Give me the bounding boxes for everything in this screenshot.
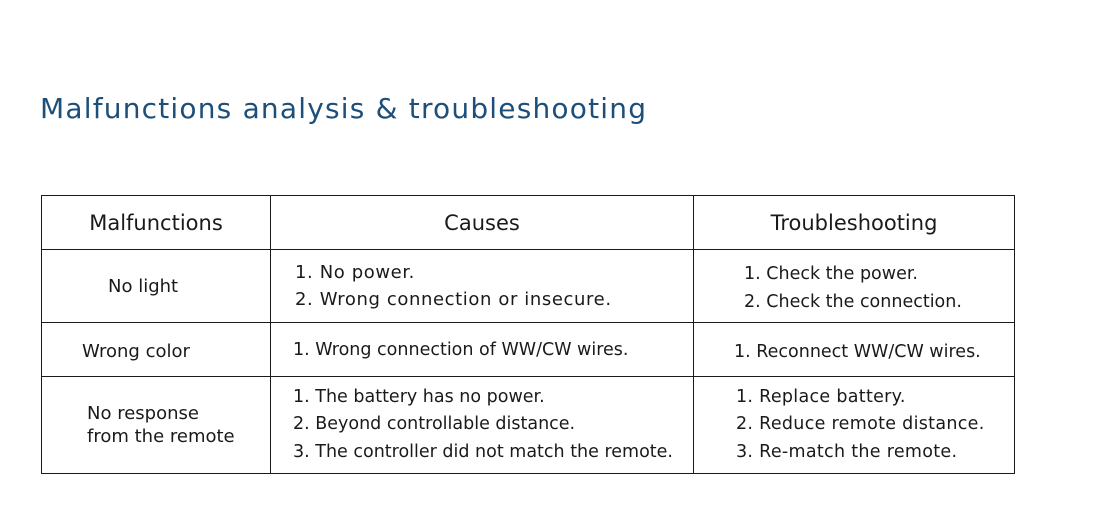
- list-item: 1. Replace battery.: [736, 386, 906, 407]
- table-row: [42, 250, 1015, 323]
- table-row: [42, 377, 1015, 474]
- causes-cell: [271, 250, 694, 323]
- causes-list: [295, 259, 693, 313]
- malfunction-cell: [42, 323, 271, 377]
- troubleshooting-list: [744, 260, 1014, 316]
- troubleshooting-cell: [694, 377, 1015, 474]
- malfunction-text: No light: [108, 275, 179, 297]
- page-title: Malfunctions analysis & troubleshooting: [40, 92, 648, 125]
- list-item: 3. The controller did not match the remote.: [293, 441, 673, 462]
- list-item: 1. Reconnect WW/CW wires.: [734, 341, 981, 362]
- troubleshooting-list: [736, 384, 1014, 467]
- malfunction-text: Wrong color: [82, 341, 190, 362]
- causes-cell: [271, 377, 694, 474]
- list-item: 2. Check the connection.: [744, 292, 962, 312]
- table-header-row: [42, 196, 1015, 250]
- causes-list: [293, 340, 693, 360]
- malfunction-text: No response: [87, 403, 199, 424]
- header-causes: Causes: [271, 196, 694, 250]
- list-item: 2. Reduce remote distance.: [736, 414, 985, 435]
- list-item: 1. The battery has no power.: [293, 386, 545, 407]
- list-item: 2. Wrong connection or insecure.: [295, 289, 612, 310]
- malfunction-text: from the remote: [87, 426, 235, 447]
- causes-list: [293, 384, 693, 467]
- header-troubleshooting: Troubleshooting: [694, 196, 1015, 250]
- list-item: 1. Wrong connection of WW/CW wires.: [293, 339, 629, 360]
- malfunction-cell: [42, 250, 271, 323]
- list-item: 2. Beyond controllable distance.: [293, 414, 576, 435]
- list-item: 3. Re-match the remote.: [736, 441, 958, 462]
- troubleshooting-cell: [694, 250, 1015, 323]
- list-item: 1. No power.: [295, 262, 415, 283]
- list-item: 1. Check the power.: [744, 264, 918, 284]
- header-malfunctions: Malfunctions: [42, 196, 271, 250]
- troubleshooting-table: [41, 195, 1015, 474]
- malfunction-cell: [42, 377, 271, 474]
- causes-cell: [271, 323, 694, 377]
- table-row: [42, 323, 1015, 377]
- troubleshooting-cell: [694, 323, 1015, 377]
- troubleshooting-list: [734, 342, 1014, 362]
